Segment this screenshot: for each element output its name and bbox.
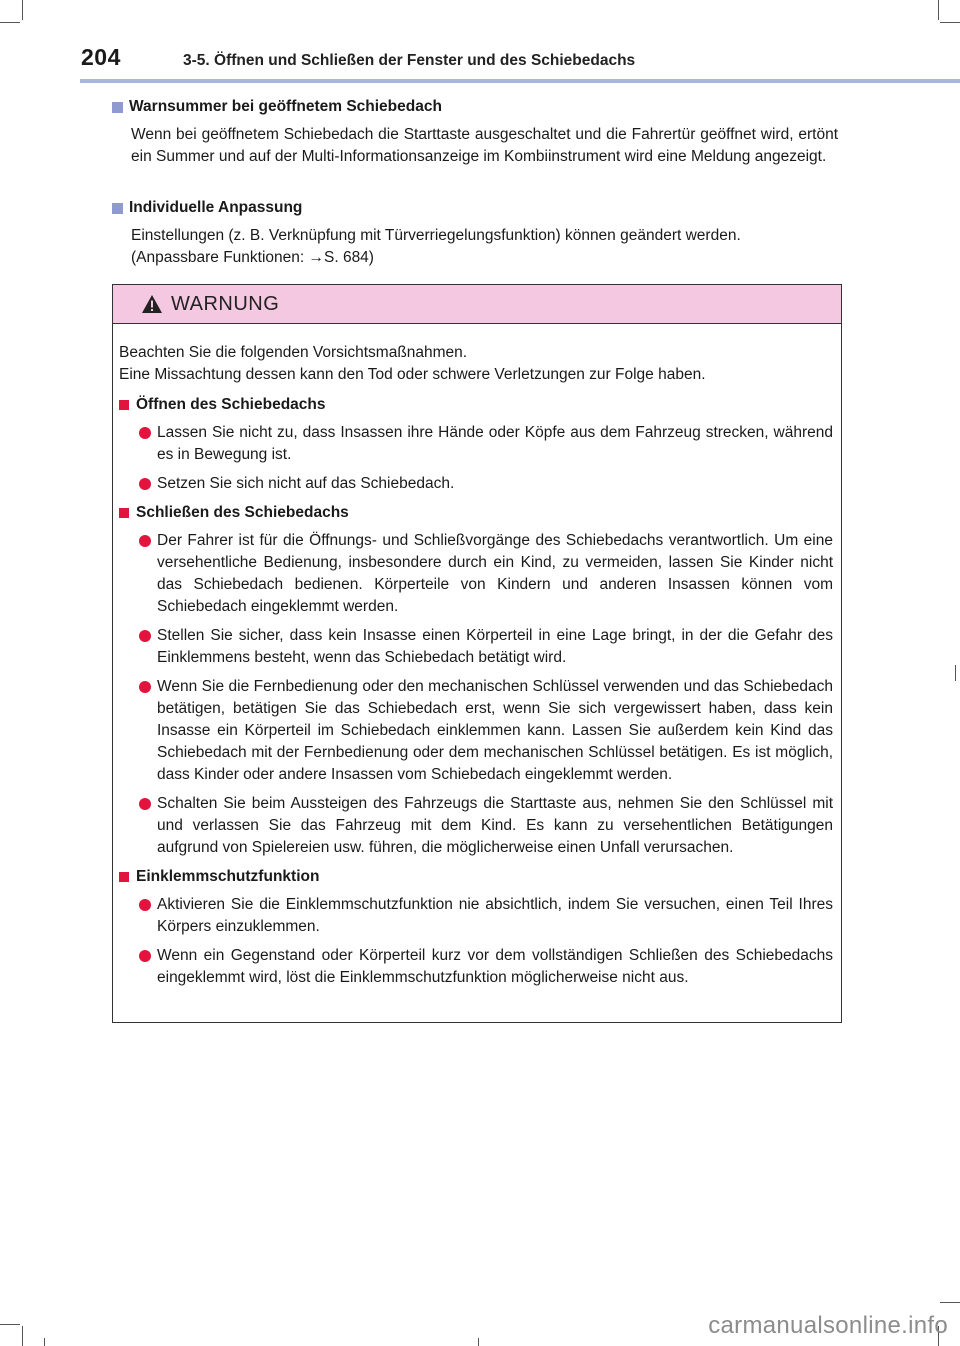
bullet-dot-icon bbox=[139, 535, 151, 547]
square-bullet-icon bbox=[112, 102, 123, 113]
bullet-dot-icon bbox=[139, 478, 151, 490]
crop-mark bbox=[22, 0, 23, 20]
warning-intro-line: Eine Missachtung dessen kann den Tod oder schwere Verletzungen zur Folge haben. bbox=[119, 366, 706, 383]
warning-bullet-text: Der Fahrer ist für die Öffnungs- und Schließvorgänge des Schiebedachs verantwortlich. Um eine versehentliche Bedienung, insbesondere durch ein Kind, zu vermeiden, lassen Sie Kinder nicht das Schiebedach bedienen. Körperteile von Kindern und anderen Insassen können vom Schiebedach eingeklemmt werden. bbox=[157, 532, 833, 615]
warning-bullet-text: Wenn ein Gegenstand oder Körperteil kurz vor dem vollständigen Schließen des Schiebedachs eingeklemmt wird, löst die Einklemmschutzfunktion möglicherweise nicht aus. bbox=[157, 947, 833, 986]
warning-bullet bbox=[139, 625, 833, 669]
warning-bullet bbox=[139, 676, 833, 786]
section-body bbox=[131, 225, 838, 269]
crop-mark bbox=[22, 1326, 23, 1346]
warning-group-heading bbox=[119, 502, 833, 524]
bullet-dot-icon bbox=[139, 899, 151, 911]
section-body-line: (Anpassbare Funktionen: →S. 684) bbox=[131, 249, 374, 266]
crop-mark bbox=[938, 0, 939, 20]
warning-intro bbox=[119, 342, 833, 386]
square-bullet-icon bbox=[119, 872, 129, 882]
section-heading bbox=[112, 197, 838, 219]
watermark: carmanualsonline.info bbox=[708, 1312, 948, 1339]
warning-bullet bbox=[139, 473, 833, 495]
crop-mark bbox=[44, 1338, 45, 1346]
crop-mark bbox=[0, 22, 20, 23]
warning-bullet bbox=[139, 894, 833, 938]
warning-group-heading-text: Einklemmschutzfunktion bbox=[136, 868, 320, 885]
warning-header bbox=[113, 285, 841, 324]
square-bullet-icon bbox=[112, 203, 123, 214]
warning-title: WARNUNG bbox=[171, 292, 280, 315]
warning-group-heading bbox=[119, 866, 833, 888]
section-warnsummer bbox=[112, 96, 838, 168]
warning-bullet-text: Wenn Sie die Fernbedienung oder den mechanischen Schlüssel verwenden und das Schiebedach betätigen, betätigen Sie das Schiebedach erst, wenn Sie sich vergewissert haben, dass kein Insasse ein Körperteil im Schiebedach einklemmen kann. Lassen Sie außerdem kein Kind das Schiebedach mit der Fernbedienung oder dem mechanischen Schlüssel betätigen. Es ist möglich, dass Kinder oder andere Insassen vom Schiebedach eingeklemmt werden. bbox=[157, 678, 833, 783]
warning-bullet-text: Stellen Sie sicher, dass kein Insasse einen Körperteil in eine Lage bringt, in der die Gefahr des Einklemmens besteht, wenn das Schiebedach betätigt wird. bbox=[157, 627, 833, 666]
bullet-dot-icon bbox=[139, 681, 151, 693]
warning-group-heading bbox=[119, 394, 833, 416]
bullet-dot-icon bbox=[139, 630, 151, 642]
chapter-title: 3-5. Öffnen und Schließen der Fenster und des Schiebedachs bbox=[183, 52, 636, 69]
warning-content bbox=[113, 324, 841, 989]
warning-bullet-text: Lassen Sie nicht zu, dass Insassen ihre Hände oder Köpfe aus dem Fahrzeug strecken, während es in Bewegung ist. bbox=[157, 424, 833, 463]
section-heading bbox=[112, 96, 838, 118]
warning-box bbox=[112, 284, 842, 1023]
crop-mark bbox=[478, 1338, 479, 1346]
section-heading-text: Individuelle Anpassung bbox=[129, 199, 303, 216]
section-body-line: Einstellungen (z. B. Verknüpfung mit Türverriegelungsfunktion) können geändert werden. bbox=[131, 227, 741, 244]
warning-group-heading-text: Öffnen des Schiebedachs bbox=[136, 396, 326, 413]
section-individuelle-anpassung bbox=[112, 197, 838, 269]
section-body: Wenn bei geöffnetem Schiebedach die Starttaste ausgeschaltet und die Fahrertür geöffnet wird, ertönt ein Summer und auf der Multi-Informationsanzeige im Kombiinstrument wird eine Meldung angezeigt. bbox=[131, 126, 838, 165]
warning-triangle-icon bbox=[141, 294, 163, 314]
header-rule bbox=[80, 79, 960, 83]
bullet-dot-icon bbox=[139, 798, 151, 810]
section-heading-text: Warnsummer bei geöffnetem Schiebedach bbox=[129, 98, 442, 115]
warning-bullet bbox=[139, 945, 833, 989]
square-bullet-icon bbox=[119, 508, 129, 518]
bullet-dot-icon bbox=[139, 950, 151, 962]
bullet-dot-icon bbox=[139, 427, 151, 439]
warning-bullet-text: Setzen Sie sich nicht auf das Schiebedach. bbox=[157, 475, 455, 492]
crop-mark bbox=[940, 22, 960, 23]
page-number: 204 bbox=[81, 44, 121, 70]
warning-intro-line: Beachten Sie die folgenden Vorsichtsmaßnahmen. bbox=[119, 344, 468, 361]
crop-mark bbox=[940, 1302, 960, 1303]
warning-bullet-text: Aktivieren Sie die Einklemmschutzfunktion nie absichtlich, indem Sie versuchen, einen Teil Ihres Körpers einzuklemmen. bbox=[157, 896, 833, 935]
warning-bullet-text: Schalten Sie beim Aussteigen des Fahrzeugs die Starttaste aus, nehmen Sie den Schlüssel mit und verlassen Sie das Fahrzeug mit dem Kind. Es kann zu versehentlichen Betätigungen aufgrund von Spielereien usw. führen, die möglicherweise einen Unfall verursachen. bbox=[157, 795, 833, 856]
crop-mark bbox=[0, 1324, 20, 1325]
square-bullet-icon bbox=[119, 400, 129, 410]
crop-mark bbox=[955, 665, 956, 681]
warning-bullet bbox=[139, 530, 833, 618]
warning-bullet bbox=[139, 793, 833, 859]
warning-group-heading-text: Schließen des Schiebedachs bbox=[136, 504, 349, 521]
warning-bullet bbox=[139, 422, 833, 466]
